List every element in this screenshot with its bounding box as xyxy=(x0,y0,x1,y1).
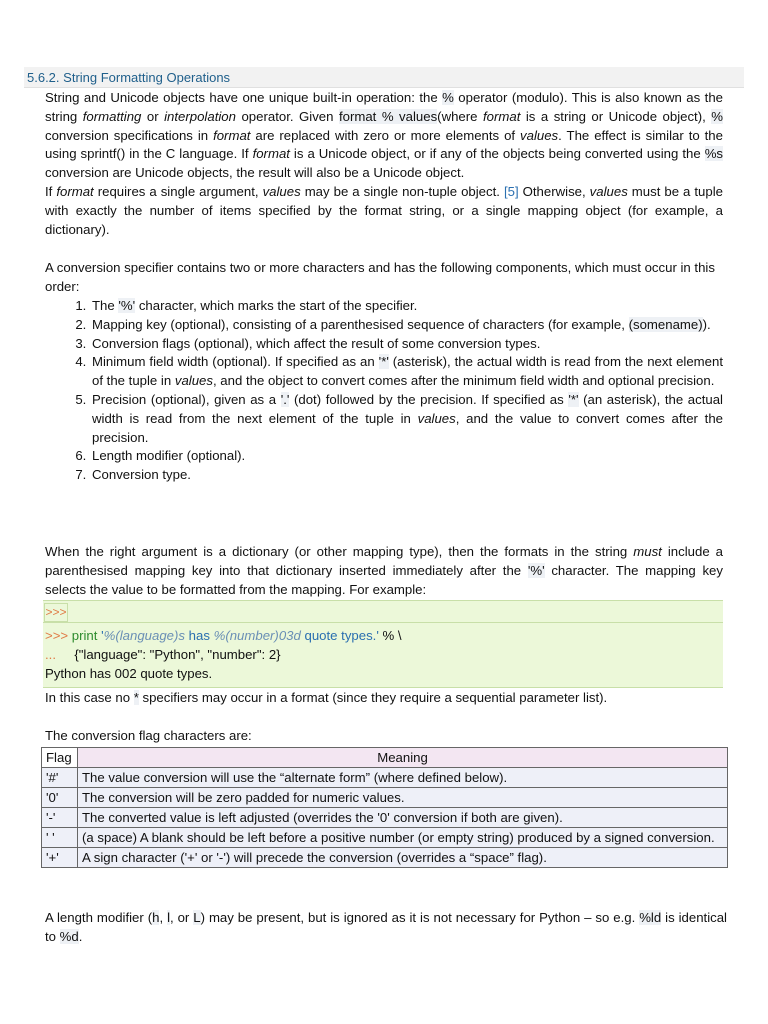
table-row xyxy=(42,788,728,808)
flag-cell: '-' xyxy=(42,808,78,828)
list-item: 4. Minimum field width (optional). If specified as an '*' (asterisk), the actual width is read from the next element of the tuple in values, and the object to convert comes after the minimum field width and optional precision. xyxy=(90,353,723,391)
table-row xyxy=(42,848,728,868)
inline-code: %d xyxy=(59,928,79,944)
table-row xyxy=(42,768,728,788)
inline-code: '%' xyxy=(118,298,136,313)
inline-code: %s xyxy=(704,146,724,162)
list-item: 6. Length modifier (optional). xyxy=(90,447,723,466)
inline-code: '*' xyxy=(378,354,389,370)
flag-intro: The conversion flag characters are: xyxy=(45,728,252,743)
table-row xyxy=(42,828,728,848)
section-title: String Formatting Operations xyxy=(63,70,231,85)
inline-code: h xyxy=(152,910,160,925)
mapping-paragraph: When the right argument is a dictionary (or other mapping type), then the formats in the string must include a parenthesised mapping key into that dictionary inserted immediately after the '%' character. The mapping key selects the value to be formatted from the mapping. For example: xyxy=(45,544,723,597)
flag-cell: '#' xyxy=(42,768,78,788)
inline-code: L xyxy=(193,910,201,925)
intro-paragraph: String and Unicode objects have one unique built-in operation: the % operator (modulo). This is also known as the string formatting or interpolation operator. Given format % values(where format is a string or Unicode object), % conversion specifications in format are replaced with zero or more elements of values. The effect is similar to the using sprintf() in the C language. If format is a Unicode object, or if any of the objects being converted using the %s conversion are Unicode objects, the result will also be a Unicode object. xyxy=(45,90,724,181)
meaning-cell: The converted value is left adjusted (overrides the '0' conversion if both are given). xyxy=(78,808,728,828)
list-item: 7. Conversion type. xyxy=(90,466,723,485)
list-item: 5. Precision (optional), given as a '.' (dot) followed by the precision. If specified as '*' (an asterisk), the actual width is read from the next element of the tuple in values, and the value to convert comes after the precision. xyxy=(90,391,723,447)
inline-code: format % values xyxy=(338,108,438,124)
inline-code: '.' xyxy=(280,391,290,407)
table-header-row xyxy=(42,748,728,768)
section-heading xyxy=(24,67,744,88)
meaning-cell: A sign character ('+' or '-') will precede the conversion (overrides a “space” flag). xyxy=(78,848,728,868)
inline-code: '%' xyxy=(527,562,545,578)
footnote-link[interactable]: [5] xyxy=(503,184,519,199)
column-header-flag: Flag xyxy=(42,748,78,768)
code-divider xyxy=(43,622,723,623)
flag-table xyxy=(41,747,728,868)
column-header-meaning: Meaning xyxy=(78,748,728,768)
inline-code: % xyxy=(442,90,454,105)
components-list xyxy=(45,297,723,485)
flag-cell: '0' xyxy=(42,788,78,808)
no-star-paragraph: In this case no * specifiers may occur in a format (since they require a sequential parameter list). xyxy=(45,690,608,705)
inline-code: %ld xyxy=(639,910,662,925)
flag-cell: ' ' xyxy=(42,828,78,848)
list-item: 3. Conversion flags (optional), which affect the result of some conversion types. xyxy=(90,335,723,354)
toggle-prompt-button[interactable]: >>> xyxy=(44,603,68,622)
list-item: 2. Mapping key (optional), consisting of a parenthesised sequence of characters (for example, (somename)). xyxy=(90,316,723,335)
code-example xyxy=(43,600,723,688)
argument-paragraph: If format requires a single argument, values may be a single non-tuple object. [5] Otherwise, values must be a tuple with exactly the number of items specified by the format string, or a single mapping object (for example, a dictionary). xyxy=(45,184,723,237)
flag-cell: '+' xyxy=(42,848,78,868)
list-item: 1. The '%' character, which marks the start of the specifier. xyxy=(90,297,723,316)
inline-code: % xyxy=(711,108,723,124)
inline-code: l xyxy=(167,910,170,925)
inline-code: (somename) xyxy=(628,316,703,332)
specifier-intro: A conversion specifier contains two or more characters and has the following components, which must occur in this order: xyxy=(45,260,715,294)
meaning-cell: The conversion will be zero padded for numeric values. xyxy=(78,788,728,808)
code-output: Python has 002 quote types. xyxy=(45,666,213,681)
section-number: 5.6.2. xyxy=(27,70,60,85)
table-row xyxy=(42,808,728,828)
code-line-2: ... {"language": "Python", "number": 2} xyxy=(45,647,281,662)
inline-code: '*' xyxy=(568,391,579,407)
meaning-cell: The value conversion will use the “alternate form” (where defined below). xyxy=(78,768,728,788)
code-line-1: >>> print '%(language)s has %(number)03d quote types.' % \ xyxy=(45,628,402,643)
inline-code: * xyxy=(133,690,139,705)
meaning-cell: (a space) A blank should be left before a positive number (or empty string) produced by a signed conversion. xyxy=(78,828,728,848)
length-modifier-paragraph: A length modifier (h, l, or L) may be present, but is ignored as it is not necessary for Python – so e.g. %ld is identical to %d. xyxy=(45,910,727,944)
